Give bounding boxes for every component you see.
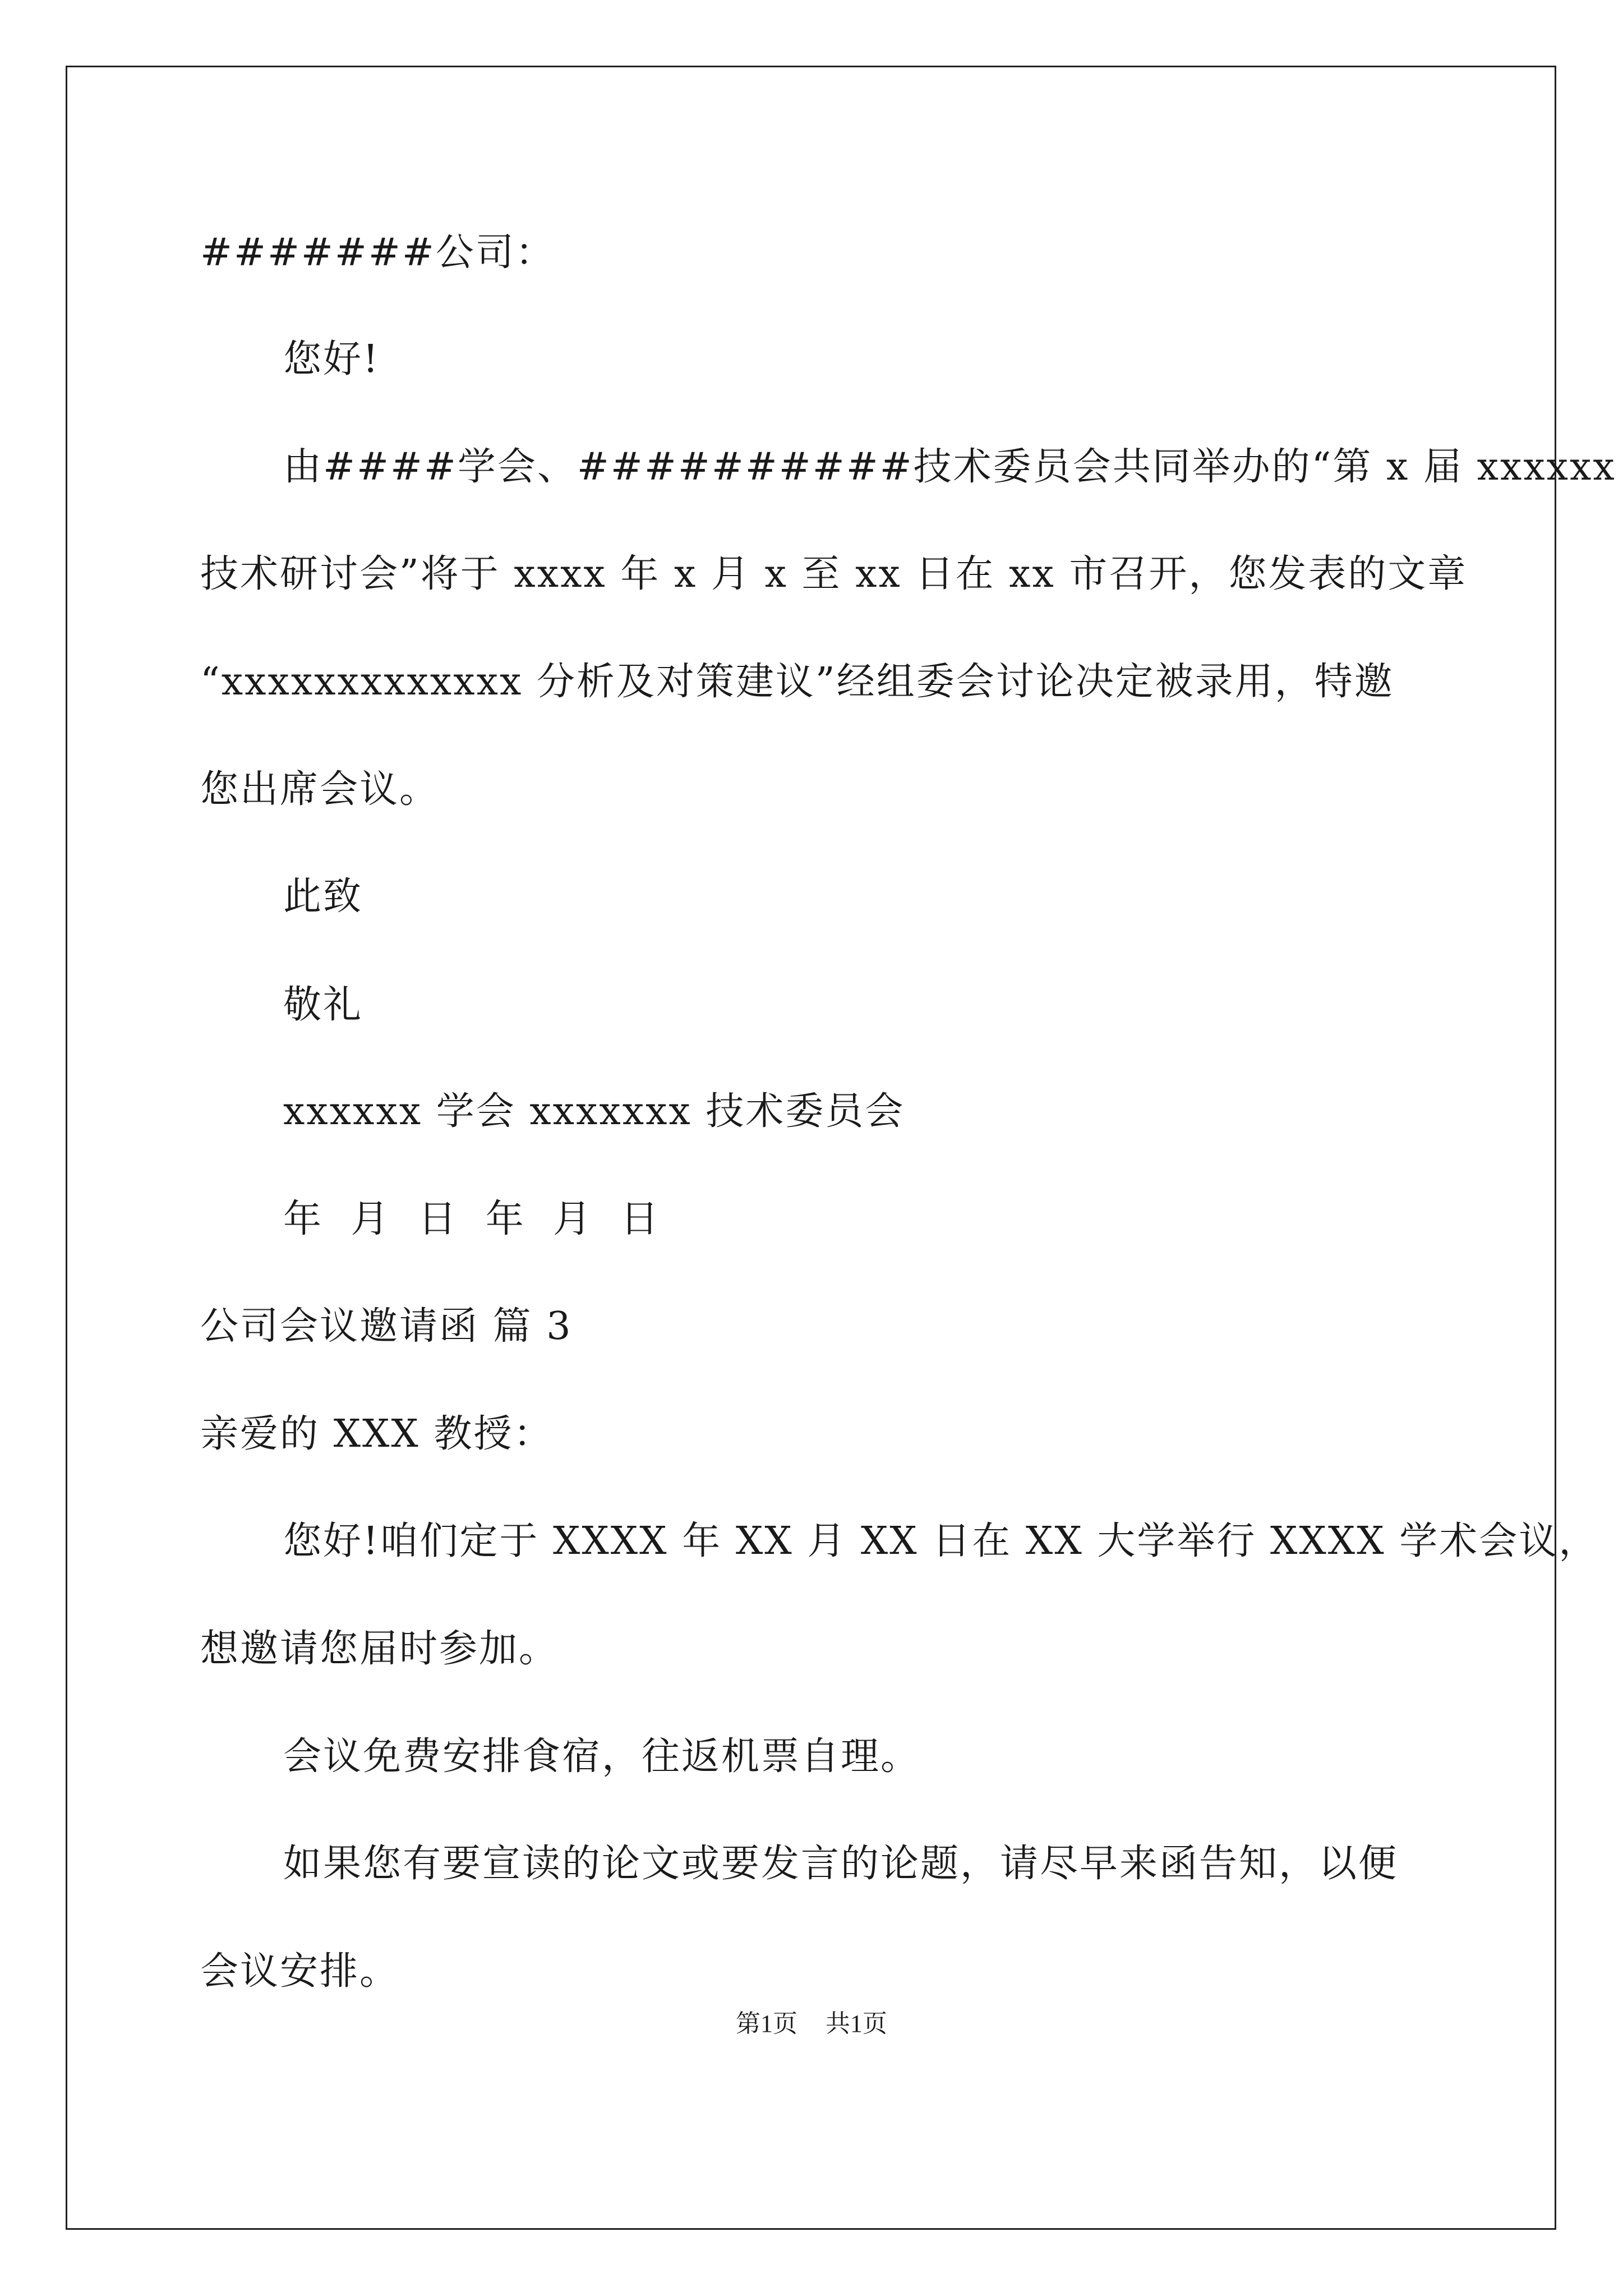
letter2-para1-line: 您好!咱们定于 XXXX 年 XX 月 XX 日在 XX 大学举行 XXXX 学术会议， bbox=[283, 1519, 1599, 1563]
letter1-closing-2: 敬礼 bbox=[283, 983, 363, 1027]
letter2-para3-line: 如果您有要宣读的论文或要发言的论题，请尽早来函告知，以便 bbox=[283, 1842, 1399, 1886]
letter1-signature: xxxxxx 学会 xxxxxxx 技术委员会 bbox=[283, 1089, 905, 1134]
letter2-para2: 会议免费安排食宿，往返机票自理。 bbox=[283, 1734, 921, 1779]
letter1-body-line: 您出席会议。 bbox=[200, 767, 440, 812]
letter1-salutation: #######公司： bbox=[200, 231, 555, 275]
page-footer bbox=[0, 2008, 1623, 2040]
page-border bbox=[66, 66, 1556, 2230]
letter1-body-line: 技术研讨会”将于 xxxx 年 x 月 x 至 xx 日在 xx 市召开，您发表的文章 bbox=[200, 552, 1468, 596]
letter2-para1-line: 想邀请您届时参加。 bbox=[200, 1627, 559, 1671]
letter1-greeting: 您好! bbox=[283, 337, 380, 381]
page-number: 第1页 bbox=[736, 2010, 797, 2037]
section-heading: 公司会议邀请函 篇 3 bbox=[200, 1304, 573, 1349]
letter1-date: 年 月 日 年 月 日 bbox=[283, 1197, 661, 1241]
letter1-closing-1: 此致 bbox=[283, 875, 363, 919]
page-total: 共1页 bbox=[826, 2010, 887, 2037]
letter2-salutation: 亲爱的 XXX 教授： bbox=[200, 1412, 554, 1456]
letter2-para3-line: 会议安排。 bbox=[200, 1949, 400, 1994]
letter1-body-line: 由####学会、##########技术委员会共同举办的“第 x 届 xxxxxx bbox=[283, 445, 1616, 489]
letter1-body-line: “xxxxxxxxxxxxx 分析及对策建议”经组委会讨论决定被录用，特邀 bbox=[200, 660, 1394, 704]
